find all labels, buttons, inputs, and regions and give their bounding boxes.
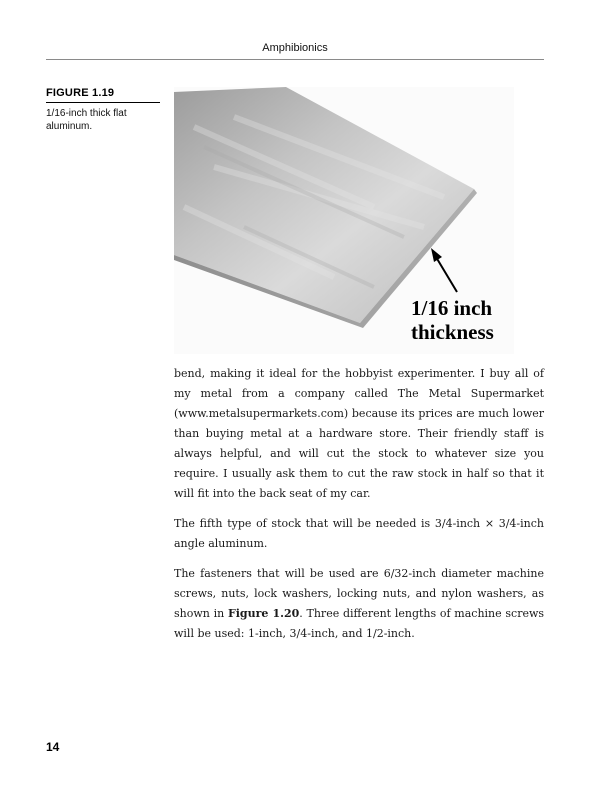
paragraph-3 bbox=[174, 564, 544, 644]
callout-line-1: 1/16 inch bbox=[411, 296, 493, 320]
thickness-callout bbox=[411, 296, 494, 344]
callout-line-2: thickness bbox=[411, 320, 494, 344]
paragraph-2: The fifth type of stock that will be needed is 3/4-inch × 3/4-inch angle aluminum. bbox=[174, 517, 544, 550]
figure-reference: Figure 1.20 bbox=[227, 607, 300, 620]
body-text bbox=[174, 364, 544, 654]
paragraph-3-end: . Three different lengths of machine screws will be used: 1-inch, 3/4-inch, and 1/2-inch. bbox=[174, 607, 545, 640]
figure-caption: 1/16-inch thick flat aluminum. bbox=[46, 108, 127, 132]
figure-label: FIGURE 1.19 bbox=[46, 87, 160, 103]
paragraph-3-start: The fasteners that will be used are 6/32-inch diameter machine screws, nuts, lock washers, locking nuts, and nylon washers, as shown in bbox=[174, 567, 544, 620]
running-head: Amphibionics bbox=[46, 42, 544, 60]
paragraph-1: bend, making it ideal for the hobbyist experimenter. I buy all of my metal from a company called The Metal Supermarket (www.metalsupermarkets.com) because its prices are much lower than buying metal at a hardware store. Their friendly staff is always helpful, and will cut the stock to whatever size you require. I usually ask them to cut the raw stock in half so that it will fit into the back seat of my car. bbox=[174, 367, 544, 500]
page-number: 14 bbox=[46, 740, 60, 754]
